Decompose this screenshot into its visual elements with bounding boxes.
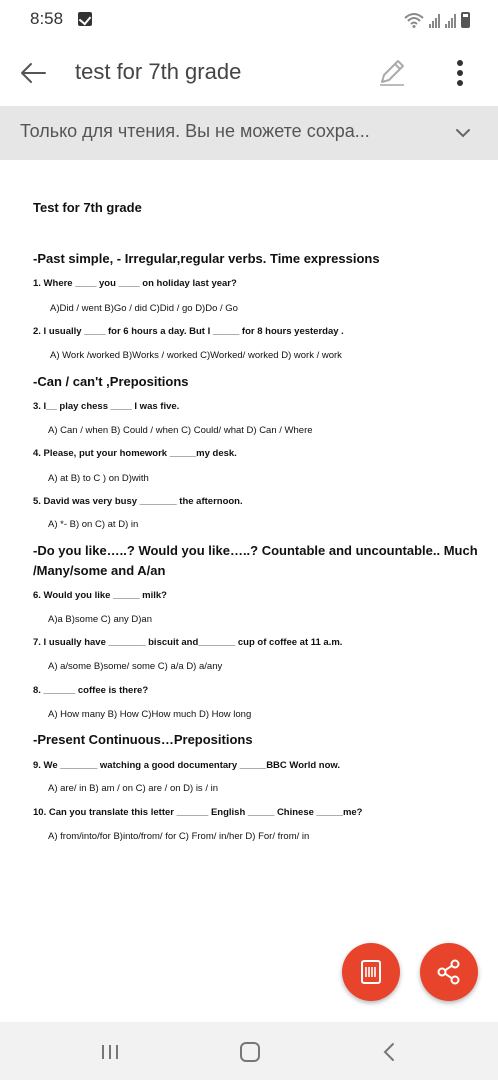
section-heading: /Many/some and A/an [33,563,166,578]
share-button[interactable] [420,943,478,1001]
section-heading: -Do you like…..? Would you like…..? Countable and uncountable.. Much [33,543,478,558]
read-only-banner[interactable] [0,106,498,160]
section-heading: -Present Continuous…Prepositions [33,732,253,747]
check-icon [78,12,92,26]
answer-options: A)a B)some C) any D)an [48,614,153,625]
signal-icon [429,14,440,28]
answer-options: A) How many B) How C)How much D) How long [48,709,252,720]
home-icon[interactable] [240,1042,260,1062]
answer-options: A) a/some B)some/ some C) a/a D) a/any [48,661,223,672]
share-icon [435,958,463,986]
question: 7. I usually have _______ biscuit and_______ cup of coffee at 11 a.m. [33,637,343,648]
status-bar [0,0,498,40]
section-heading: -Can / can't ,Prepositions [33,374,189,389]
document-title: test for 7th grade [75,59,242,84]
question: 4. Please, put your homework _____my desk. [33,448,237,459]
system-nav-bar [0,1022,498,1080]
answer-options: A) *- B) on C) at D) in [48,519,139,530]
recent-apps-icon[interactable] [100,1044,120,1060]
question: 10. Can you translate this letter ______ English _____ Chinese _____me? [33,807,363,818]
status-time: 8:58 [30,9,64,28]
answer-options: A)Did / went B)Go / did C)Did / go D)Do / Go [50,303,238,314]
answer-options: A) are/ in B) am / on C) are / on D) is / in [48,783,218,794]
signal-icon [445,14,456,28]
edit-pencil-icon[interactable] [376,56,408,88]
question: 8. ______ coffee is there? [33,685,149,696]
answer-options: A) at B) to C ) on D)with [48,473,149,484]
question: 1. Where ____ you ____ on holiday last year? [33,278,237,289]
battery-icon [461,12,470,28]
more-vert-icon[interactable] [448,58,472,88]
back-icon[interactable] [382,1042,396,1062]
answer-options: A) from/into/for B)into/from/ for C) From/ in/her D) For/ from/ in [48,831,310,842]
app-bar [0,40,498,106]
question: 2. I usually ____ for 6 hours a day. But I _____ for 8 hours yesterday . [33,326,344,337]
answer-options: A) Can / when B) Could / when C) Could/ what D) Can / Where [48,425,313,436]
read-mode-icon [357,958,385,986]
document-page [0,160,498,1022]
question: 6. Would you like _____ milk? [33,590,167,601]
wifi-icon [404,12,424,28]
question: 3. I__ play chess ____ I was five. [33,401,180,412]
doc-heading: Test for 7th grade [33,200,142,215]
answer-options: A) Work /worked B)Works / worked C)Worked/ worked D) work / work [50,350,342,361]
status-icons [404,10,470,28]
question: 9. We _______ watching a good documentary _____BBC World now. [33,760,341,771]
section-heading: -Past simple, - Irregular,regular verbs. Time expressions [33,251,380,266]
read-mode-button[interactable] [342,943,400,1001]
question: 5. David was very busy _______ the afternoon. [33,496,243,507]
chevron-down-icon[interactable] [454,126,472,140]
read-only-message: Только для чтения. Вы не можете сохра... [20,121,370,141]
back-arrow-icon[interactable] [18,58,48,88]
